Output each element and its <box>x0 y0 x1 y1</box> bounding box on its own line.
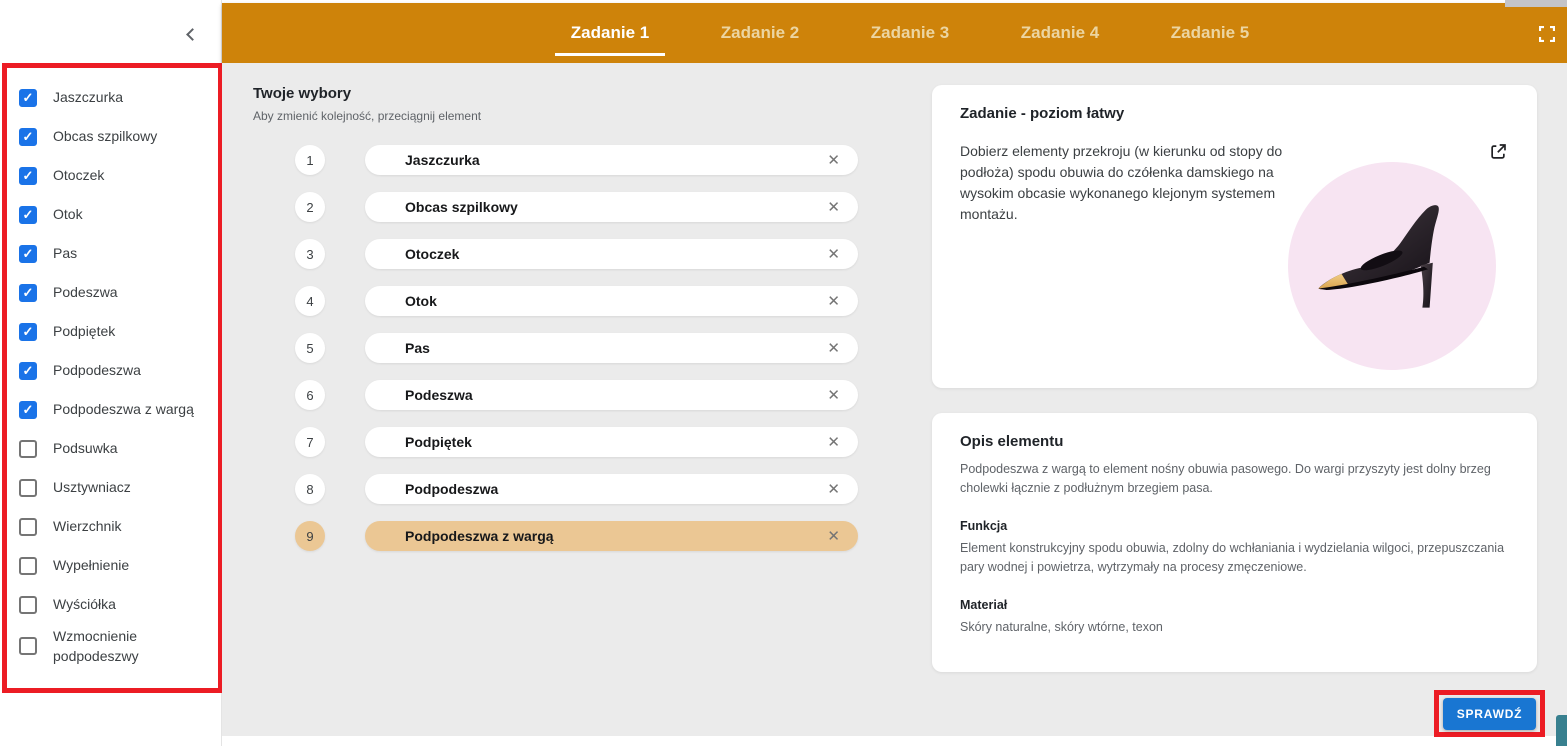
choice-row <box>295 427 858 457</box>
choices-title: Twoje wybory <box>253 85 352 102</box>
sidebar-checkbox-item[interactable] <box>15 117 214 156</box>
checkbox-label: Otoczek <box>53 167 105 184</box>
sidebar-checkbox-item[interactable] <box>15 312 214 351</box>
sidebar-checkbox-item[interactable] <box>15 624 214 669</box>
description-section <box>960 519 1509 578</box>
tab-bar <box>555 3 1265 63</box>
choices-list <box>295 145 858 568</box>
choice-number-badge: 4 <box>295 286 325 316</box>
sidebar-annotation-box <box>2 63 223 693</box>
checkbox[interactable] <box>19 167 37 185</box>
checkbox[interactable] <box>19 401 37 419</box>
sidebar-collapse-button[interactable] <box>178 22 202 46</box>
tab-zadanie[interactable]: Zadanie 3 <box>870 23 950 42</box>
checkbox[interactable] <box>19 128 37 146</box>
remove-icon[interactable]: ✕ <box>827 293 840 310</box>
checkbox[interactable] <box>19 245 37 263</box>
choice-pill[interactable] <box>365 145 858 175</box>
section-text: Element konstrukcyjny spodu obuwia, zdolny do wchłaniania i wydzielania wilgoci, przepuszczania pary wodnej i powietrza, wytrzymały na procesy zmęczeniowe. <box>960 540 1505 575</box>
choice-pill[interactable] <box>365 427 858 457</box>
choice-row <box>295 333 858 363</box>
choice-label: Podpodeszwa <box>405 481 499 497</box>
open-in-new-icon <box>1489 143 1507 161</box>
checkbox-label: Wzmocnienie podpodeszwy <box>53 628 139 665</box>
checkbox-label: Obcas szpilkowy <box>53 128 158 145</box>
choice-number-badge: 5 <box>295 333 325 363</box>
checkbox-label: Podsuwka <box>53 440 118 457</box>
tab-zadanie[interactable]: Zadanie 5 <box>1170 23 1250 42</box>
sidebar-checkbox-item[interactable] <box>15 351 214 390</box>
task-description: Dobierz elementy przekroju (w kierunku od stopy do podłoża) spodu obuwia do czółenka damskiego na wysokim obcasie wykonanego klejonym systemem montażu. <box>960 143 1283 222</box>
choice-number-badge: 6 <box>295 380 325 410</box>
sidebar-checkbox-item[interactable] <box>15 468 214 507</box>
checkbox-label: Podeszwa <box>53 284 118 301</box>
choice-label: Podeszwa <box>405 387 473 403</box>
checkbox-label: Podpiętek <box>53 323 116 340</box>
choice-label: Obcas szpilkowy <box>405 199 518 215</box>
checkbox-label: Podpodeszwa <box>53 362 141 379</box>
sidebar-checkbox-item[interactable] <box>15 273 214 312</box>
section-text: Skóry naturalne, skóry wtórne, texon <box>960 619 1163 634</box>
checkbox[interactable] <box>19 284 37 302</box>
checkbox[interactable] <box>19 596 37 614</box>
choice-pill[interactable] <box>365 333 858 363</box>
choice-number-badge: 8 <box>295 474 325 504</box>
choice-pill[interactable] <box>365 192 858 222</box>
description-section <box>960 598 1509 637</box>
sidebar-checkbox-item[interactable] <box>15 507 214 546</box>
choice-pill[interactable] <box>365 286 858 316</box>
checkbox[interactable] <box>19 637 37 655</box>
choice-row <box>295 380 858 410</box>
section-heading: Funkcja <box>960 518 1008 533</box>
check-button[interactable]: SPRAWDŹ <box>1443 698 1536 730</box>
choice-pill[interactable] <box>365 239 858 269</box>
choice-number-badge: 2 <box>295 192 325 222</box>
tab-zadanie[interactable]: Zadanie 1 <box>555 3 665 63</box>
fullscreen-icon <box>1539 26 1555 42</box>
checkbox-label: Otok <box>53 206 83 223</box>
choice-row <box>295 192 858 222</box>
sidebar-checkbox-item[interactable] <box>15 390 214 429</box>
checkbox-label: Wyściółka <box>53 596 116 613</box>
checkbox[interactable] <box>19 479 37 497</box>
choice-row <box>295 145 858 175</box>
choice-pill[interactable] <box>365 474 858 504</box>
description-sections <box>960 519 1509 637</box>
section-heading: Materiał <box>960 597 1008 612</box>
remove-icon[interactable]: ✕ <box>827 152 840 169</box>
checkbox[interactable] <box>19 89 37 107</box>
choice-row <box>295 521 858 551</box>
header-bar <box>222 3 1567 63</box>
checkbox[interactable] <box>19 440 37 458</box>
checkbox[interactable] <box>19 206 37 224</box>
choice-number-badge: 7 <box>295 427 325 457</box>
remove-icon[interactable]: ✕ <box>827 481 840 498</box>
description-card <box>932 413 1537 672</box>
checkbox[interactable] <box>19 518 37 536</box>
sidebar-checkbox-item[interactable] <box>15 585 214 624</box>
tab-zadanie[interactable]: Zadanie 4 <box>1020 23 1100 42</box>
choice-label: Pas <box>405 340 430 356</box>
choice-number-badge: 9 <box>295 521 325 551</box>
high-heel-shoe-image <box>1302 186 1482 346</box>
choice-pill[interactable] <box>365 380 858 410</box>
remove-icon[interactable]: ✕ <box>827 434 840 451</box>
choices-subtitle: Aby zmienić kolejność, przeciągnij element <box>253 109 482 123</box>
checkbox[interactable] <box>19 323 37 341</box>
checkbox[interactable] <box>19 362 37 380</box>
shoe-image-circle <box>1288 162 1496 370</box>
choice-row <box>295 474 858 504</box>
description-intro: Podpodeszwa z wargą to element nośny obuwia pasowego. Do wargi przyszyty jest dolny brzeg cholewki łącznie z podłużnym brzegiem pasa. <box>960 462 1491 496</box>
choice-label: Otok <box>405 293 437 309</box>
checkbox-label: Wypełnienie <box>53 557 130 574</box>
task-card <box>932 85 1537 388</box>
remove-icon[interactable]: ✕ <box>827 246 840 263</box>
choice-label: Otoczek <box>405 246 460 262</box>
choice-label: Podpodeszwa z wargą <box>405 528 554 544</box>
sidebar-checkbox-item[interactable] <box>15 156 214 195</box>
remove-icon[interactable]: ✕ <box>827 387 840 404</box>
choice-label: Jaszczurka <box>405 152 480 168</box>
checkbox[interactable] <box>19 557 37 575</box>
tab-zadanie[interactable]: Zadanie 2 <box>720 23 800 42</box>
sidebar-checkbox-item[interactable] <box>15 429 214 468</box>
choice-row <box>295 286 858 316</box>
checkbox-label: Jaszczurka <box>53 89 124 106</box>
open-in-new-button[interactable] <box>1489 143 1507 161</box>
check-button-annotation-box <box>1434 690 1545 737</box>
checkbox-label: Usztywniacz <box>53 479 131 496</box>
remove-icon[interactable]: ✕ <box>827 199 840 216</box>
remove-icon[interactable]: ✕ <box>827 340 840 357</box>
checkbox-label: Podpodeszwa z wargą <box>53 401 194 418</box>
right-column <box>932 85 1537 672</box>
chevron-left-icon <box>186 28 199 41</box>
remove-icon[interactable]: ✕ <box>827 528 840 545</box>
fullscreen-button[interactable] <box>1539 26 1555 42</box>
checkbox-label: Wierzchnik <box>53 518 122 535</box>
task-card-title: Zadanie - poziom łatwy <box>960 105 1125 122</box>
main-content <box>222 63 1567 736</box>
choice-row <box>295 239 858 269</box>
sidebar-checkbox-item[interactable] <box>15 546 214 585</box>
sidebar-checkbox-item[interactable] <box>15 195 214 234</box>
description-card-title: Opis elementu <box>960 433 1064 450</box>
scrollbar-corner-element[interactable] <box>1556 715 1567 746</box>
choice-number-badge: 1 <box>295 145 325 175</box>
checkbox-label: Pas <box>53 245 78 262</box>
choice-label: Podpiętek <box>405 434 472 450</box>
sidebar-checkbox-item[interactable] <box>15 234 214 273</box>
top-right-gray-strip <box>1505 0 1567 7</box>
sidebar <box>0 0 222 746</box>
choice-pill[interactable] <box>365 521 858 551</box>
sidebar-checkbox-item[interactable] <box>15 78 214 117</box>
choice-number-badge: 3 <box>295 239 325 269</box>
